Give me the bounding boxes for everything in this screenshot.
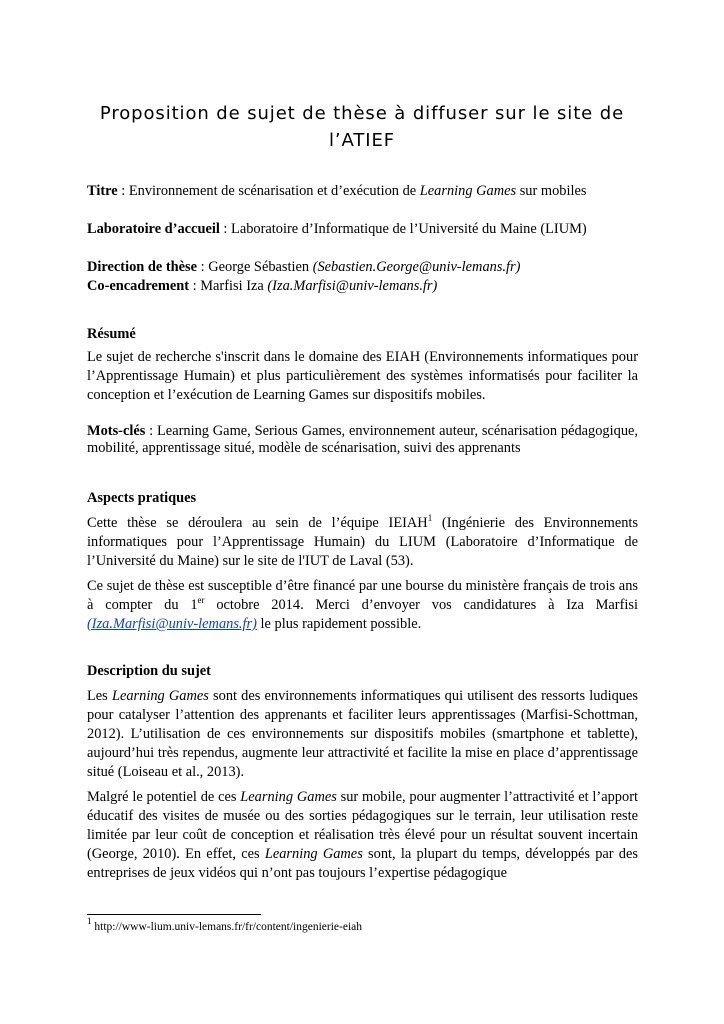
mots-cles-label: Mots-clés: [87, 423, 146, 439]
resume-text: Le sujet de recherche s'inscrit dans le domaine des EIAH (Environnements informatiques pour l’Apprentissage Humain) et plus particulièrement des systèmes informatisés pour faciliter la conception et l’exécution de Learning Games sur dispositifs mobiles.: [87, 349, 638, 403]
mots-cles-text: Learning Game, Serious Games, environnement auteur, scénarisation pédagogique, mobilité, apprentissage situé, modèle de scénarisation, suivi des apprenants: [87, 423, 638, 456]
laboratoire-sep: :: [219, 221, 232, 237]
coencadrement-field: [87, 277, 638, 296]
aspects-p1-a: Cette thèse se déroulera au sein de l’équipe IEIAH: [87, 515, 428, 531]
mots-cles-sep: :: [145, 423, 158, 439]
titre-text-a: Environnement de scénarisation et d’exécution de: [128, 183, 420, 199]
description-p2-em2: Learning Games: [264, 846, 363, 862]
document-body: [87, 182, 638, 883]
aspects-heading: Aspects pratiques: [87, 490, 197, 506]
aspects-paragraph-2: [87, 577, 638, 634]
direction-name: George Sébastien: [208, 259, 313, 275]
direction-email[interactable]: (Sebastien.George@univ-lemans.fr): [312, 259, 521, 275]
footnote-divider: [87, 914, 261, 915]
titre-field: [87, 182, 638, 201]
aspects-paragraph-1: [87, 514, 638, 571]
description-p1-em: Learning Games: [111, 688, 209, 704]
title-line-1: Proposition de sujet de thèse à diffuser sur le site de: [99, 103, 625, 124]
description-p1-a: Les: [87, 688, 112, 704]
titre-text-b: sur mobiles: [516, 183, 587, 199]
aspects-p2-a: Ce sujet de thèse est susceptible d’être financé par une bourse du ministère français de trois ans à compter du 1: [87, 578, 638, 613]
title-line-2: l’ATIEF: [329, 130, 395, 151]
description-p2-em1: Learning Games: [240, 789, 337, 805]
laboratoire-field: [87, 220, 638, 239]
footnote-mark: 1: [87, 916, 92, 926]
aspects-p1-b: (Ingénierie des Environnements informatiques pour l’Apprentissage Humain) du LIUM (Laboratoire d’Informatique de l’Université du Maine) sur le site de l'IUT de Laval (53).: [87, 515, 638, 569]
direction-sep: :: [197, 259, 209, 275]
description-heading: Description du sujet: [87, 663, 211, 679]
aspects-p2-b: octobre 2014. Merci d’envoyer vos candidatures à Iza Marfisi: [204, 597, 638, 613]
document-title: [88, 100, 636, 154]
footnote-ref-1: 1: [427, 513, 433, 523]
titre-label: Titre: [87, 183, 118, 199]
footnote: [87, 916, 638, 935]
aspects-p2-c: le plus rapidement possible.: [256, 616, 422, 632]
description-p2-b: sur mobile, pour augmenter l’attractivité et l’apport éducatif des visites de musée ou des sorties pédagogiques sur le terrain, leur utilisation reste limitée par leur coût de conception et réalisation très élevé pour un résultat souvent incertain (George, 2010). En effet, ces: [87, 789, 638, 862]
laboratoire-label: Laboratoire d’accueil: [87, 221, 220, 237]
coencadrement-name: Marfisi Iza: [200, 278, 268, 294]
resume-heading: Résumé: [87, 326, 136, 342]
mots-cles-field: [87, 423, 638, 457]
description-paragraph-1: [87, 687, 638, 782]
titre-sep: :: [117, 183, 129, 199]
footnote-text: http://www-lium.univ-lemans.fr/fr/content/ingenierie-eiah: [91, 921, 362, 933]
direction-label: Direction de thèse: [87, 259, 198, 275]
titre-text-em: Learning Games: [419, 183, 517, 199]
direction-field: [87, 258, 638, 277]
coencadrement-sep: :: [189, 278, 201, 294]
email-link[interactable]: (Iza.Marfisi@univ-lemans.fr): [87, 616, 257, 632]
coencadrement-label: Co-encadrement: [87, 278, 190, 294]
description-p2-c: sont, la plupart du temps, développés par des entreprises de jeux vidéos qui n’ont pas toujours l’expertise pédagogique: [87, 846, 638, 881]
coencadrement-email[interactable]: (Iza.Marfisi@univ-lemans.fr): [267, 278, 438, 294]
laboratoire-text: Laboratoire d’Informatique de l’Université du Maine (LIUM): [231, 221, 587, 237]
description-paragraph-2: [87, 788, 638, 883]
description-p2-a: Malgré le potentiel de ces: [87, 789, 241, 805]
description-p1-b: sont des environnements informatiques qui utilisent des ressorts ludiques pour catalyser l’attention des apprenants et faciliter leurs apprentissages (Marfisi-Schottman, 2012). L’utilisation de ces environnements sur dispositifs mobiles (smartphone et tablette), aujourd’hui très rependus, augmente leur attractivité et facilite la mise en place d’apprentissage situé (Loiseau et al., 2013).: [87, 688, 638, 780]
ordinal-superscript: er: [197, 595, 205, 605]
